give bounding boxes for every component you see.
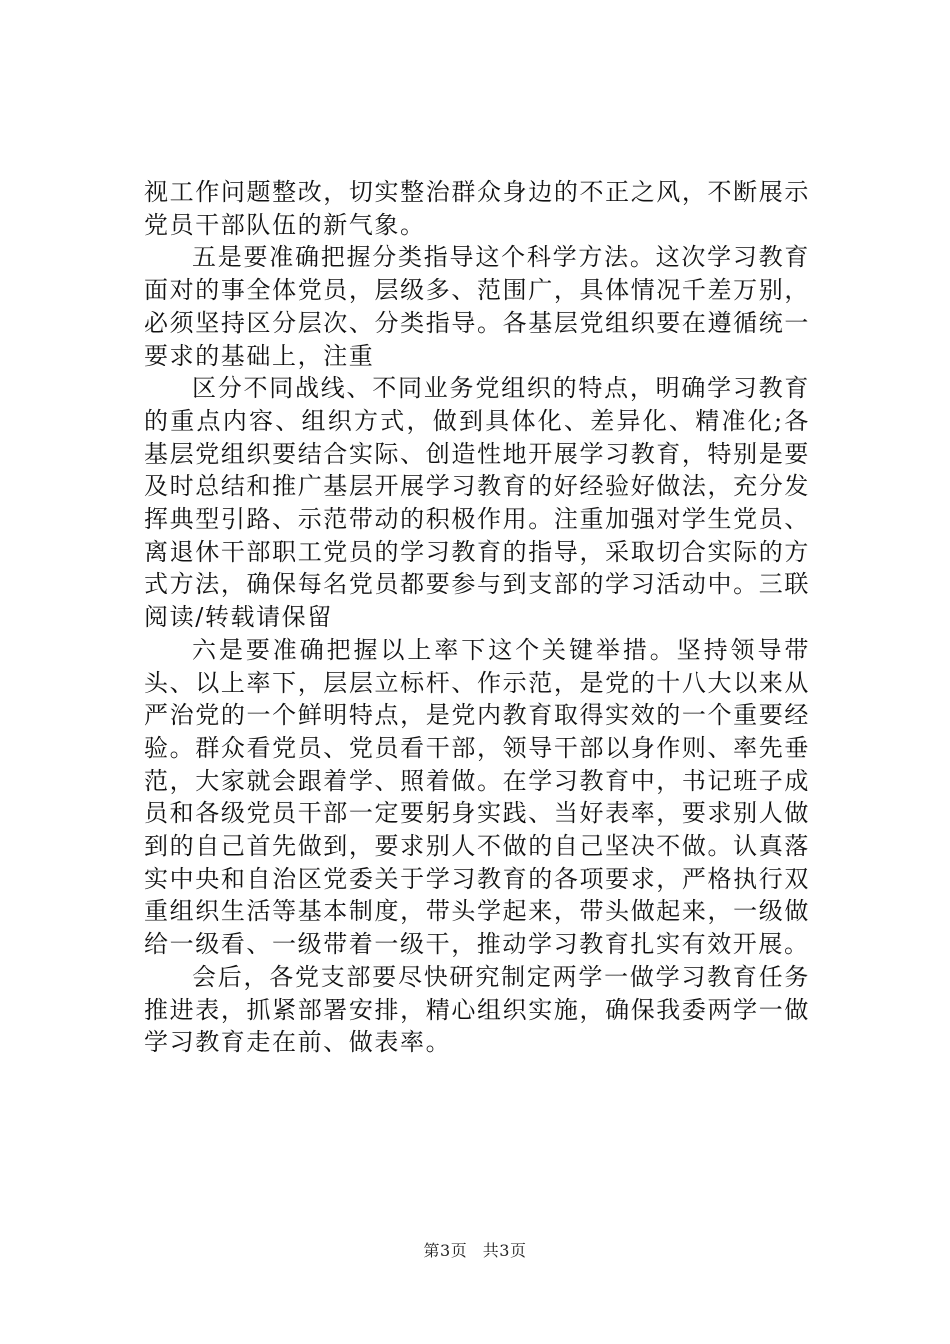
- paragraph-point-six: 六是要准确把握以上率下这个关键举措。坚持领导带头、以上率下，层层立标杆、作示范，是党的十八大以来从严治党的一个鲜明特点，是党内教育取得实效的一个重要经验。群众看党员、党员看干部，领导干部以身作则、率先垂范，大家就会跟着学、照着做。在学习教育中，书记班子成员和各级党员干部一定要躬身实践、当好表率，要求别人做到的自己首先做到，要求别人不做的自己坚决不做。认真落实中央和自治区党委关于学习教育的各项要求，严格执行双重组织生活等基本制度，带头学起来，带头做起来，一级做给一级看、一级带着一级干，推动学习教育扎实有效开展。: [144, 635, 810, 959]
- paragraph-continuation: 视工作问题整改，切实整治群众身边的不正之风，不断展示党员干部队伍的新气象。: [144, 178, 810, 239]
- document-body: [144, 176, 810, 1059]
- paragraph-closing: 会后，各党支部要尽快研究制定两学一做学习教育任务推进表，抓紧部署安排，精心组织实施，确保我委两学一做学习教育走在前、做表率。: [144, 962, 810, 1057]
- paragraph-point-five: 五是要准确把握分类指导这个科学方法。这次学习教育面对的事全体党员，层级多、范围广，具体情况千差万别，必须坚持区分层次、分类指导。各基层党组织要在遵循统一要求的基础上，注重: [144, 243, 810, 370]
- page-total: 共3页: [482, 1241, 527, 1260]
- paragraph-point-five-detail: 区分不同战线、不同业务党组织的特点，明确学习教育的重点内容、组织方式，做到具体化、差异化、精准化;各基层党组织要结合实际、创造性地开展学习教育，特别是要及时总结和推广基层开展学习教育的好经验好做法，充分发挥典型引路、示范带动的积极作用。注重加强对学生党员、离退休干部职工党员的学习教育的指导，采取切合实际的方式方法，确保每名党员都要参与到支部的学习活动中。三联阅读/转载请保留: [144, 374, 810, 632]
- page-number: 第3页: [423, 1241, 468, 1260]
- page-footer: [0, 1238, 950, 1261]
